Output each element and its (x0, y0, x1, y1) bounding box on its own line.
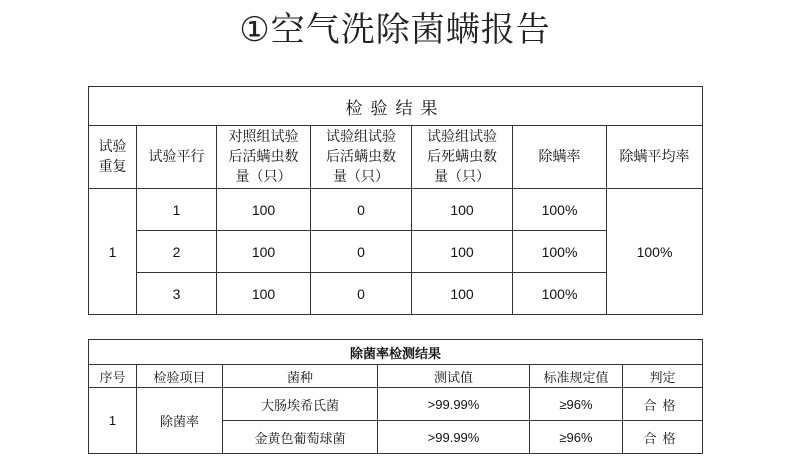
test-item-cell: 除菌率 (137, 388, 223, 454)
column-header: 试验 重复 (89, 126, 137, 189)
table-cell: 合格 (623, 388, 703, 421)
repeat-cell: 1 (89, 189, 137, 315)
index-cell: 1 (89, 388, 137, 454)
column-header: 试验组试验 后活螨虫数 量（只） (311, 126, 412, 189)
table-cell: 金黄色葡萄球菌 (223, 421, 378, 454)
column-header: 对照组试验 后活螨虫数 量（只） (217, 126, 311, 189)
test-results-table (88, 86, 703, 315)
table-row (89, 388, 703, 421)
average-rate-cell: 100% (607, 189, 703, 315)
column-header: 试验组试验 后死螨虫数 量（只） (412, 126, 513, 189)
column-header: 检验项目 (137, 365, 223, 388)
column-header: 标准规定值 (530, 365, 623, 388)
table-cell: 0 (311, 189, 412, 231)
page-title: ①空气洗除菌螨报告 (239, 10, 551, 50)
sterilization-results-table (88, 339, 703, 454)
column-header: 菌种 (223, 365, 378, 388)
column-header: 判定 (623, 365, 703, 388)
table-cell: ≥96% (530, 388, 623, 421)
column-header: 测试值 (378, 365, 530, 388)
column-header: 序号 (89, 365, 137, 388)
table-cell: >99.99% (378, 421, 530, 454)
table-cell: ≥96% (530, 421, 623, 454)
table-cell: 1 (137, 189, 217, 231)
table-cell: 0 (311, 273, 412, 315)
column-header: 除螨平均率 (607, 126, 703, 189)
table-cell: 大肠埃希氏菌 (223, 388, 378, 421)
table-heading: 检验结果 (89, 87, 703, 126)
table-cell: 合格 (623, 421, 703, 454)
column-header-row (89, 126, 703, 189)
table-cell: 0 (311, 231, 412, 273)
table-cell: 100 (412, 231, 513, 273)
table-cell: >99.99% (378, 388, 530, 421)
table-cell: 100 (217, 189, 311, 231)
table-cell: 100% (513, 273, 607, 315)
table-cell: 2 (137, 231, 217, 273)
table-row (89, 189, 703, 231)
column-header-row (89, 365, 703, 388)
column-header: 除螨率 (513, 126, 607, 189)
table-cell: 100 (412, 273, 513, 315)
table-cell: 100% (513, 231, 607, 273)
table-cell: 100 (412, 189, 513, 231)
table-heading: 除菌率检测结果 (89, 340, 703, 365)
table-cell: 3 (137, 273, 217, 315)
table-cell: 100% (513, 189, 607, 231)
table-cell: 100 (217, 273, 311, 315)
table-cell: 100 (217, 231, 311, 273)
column-header: 试验平行 (137, 126, 217, 189)
